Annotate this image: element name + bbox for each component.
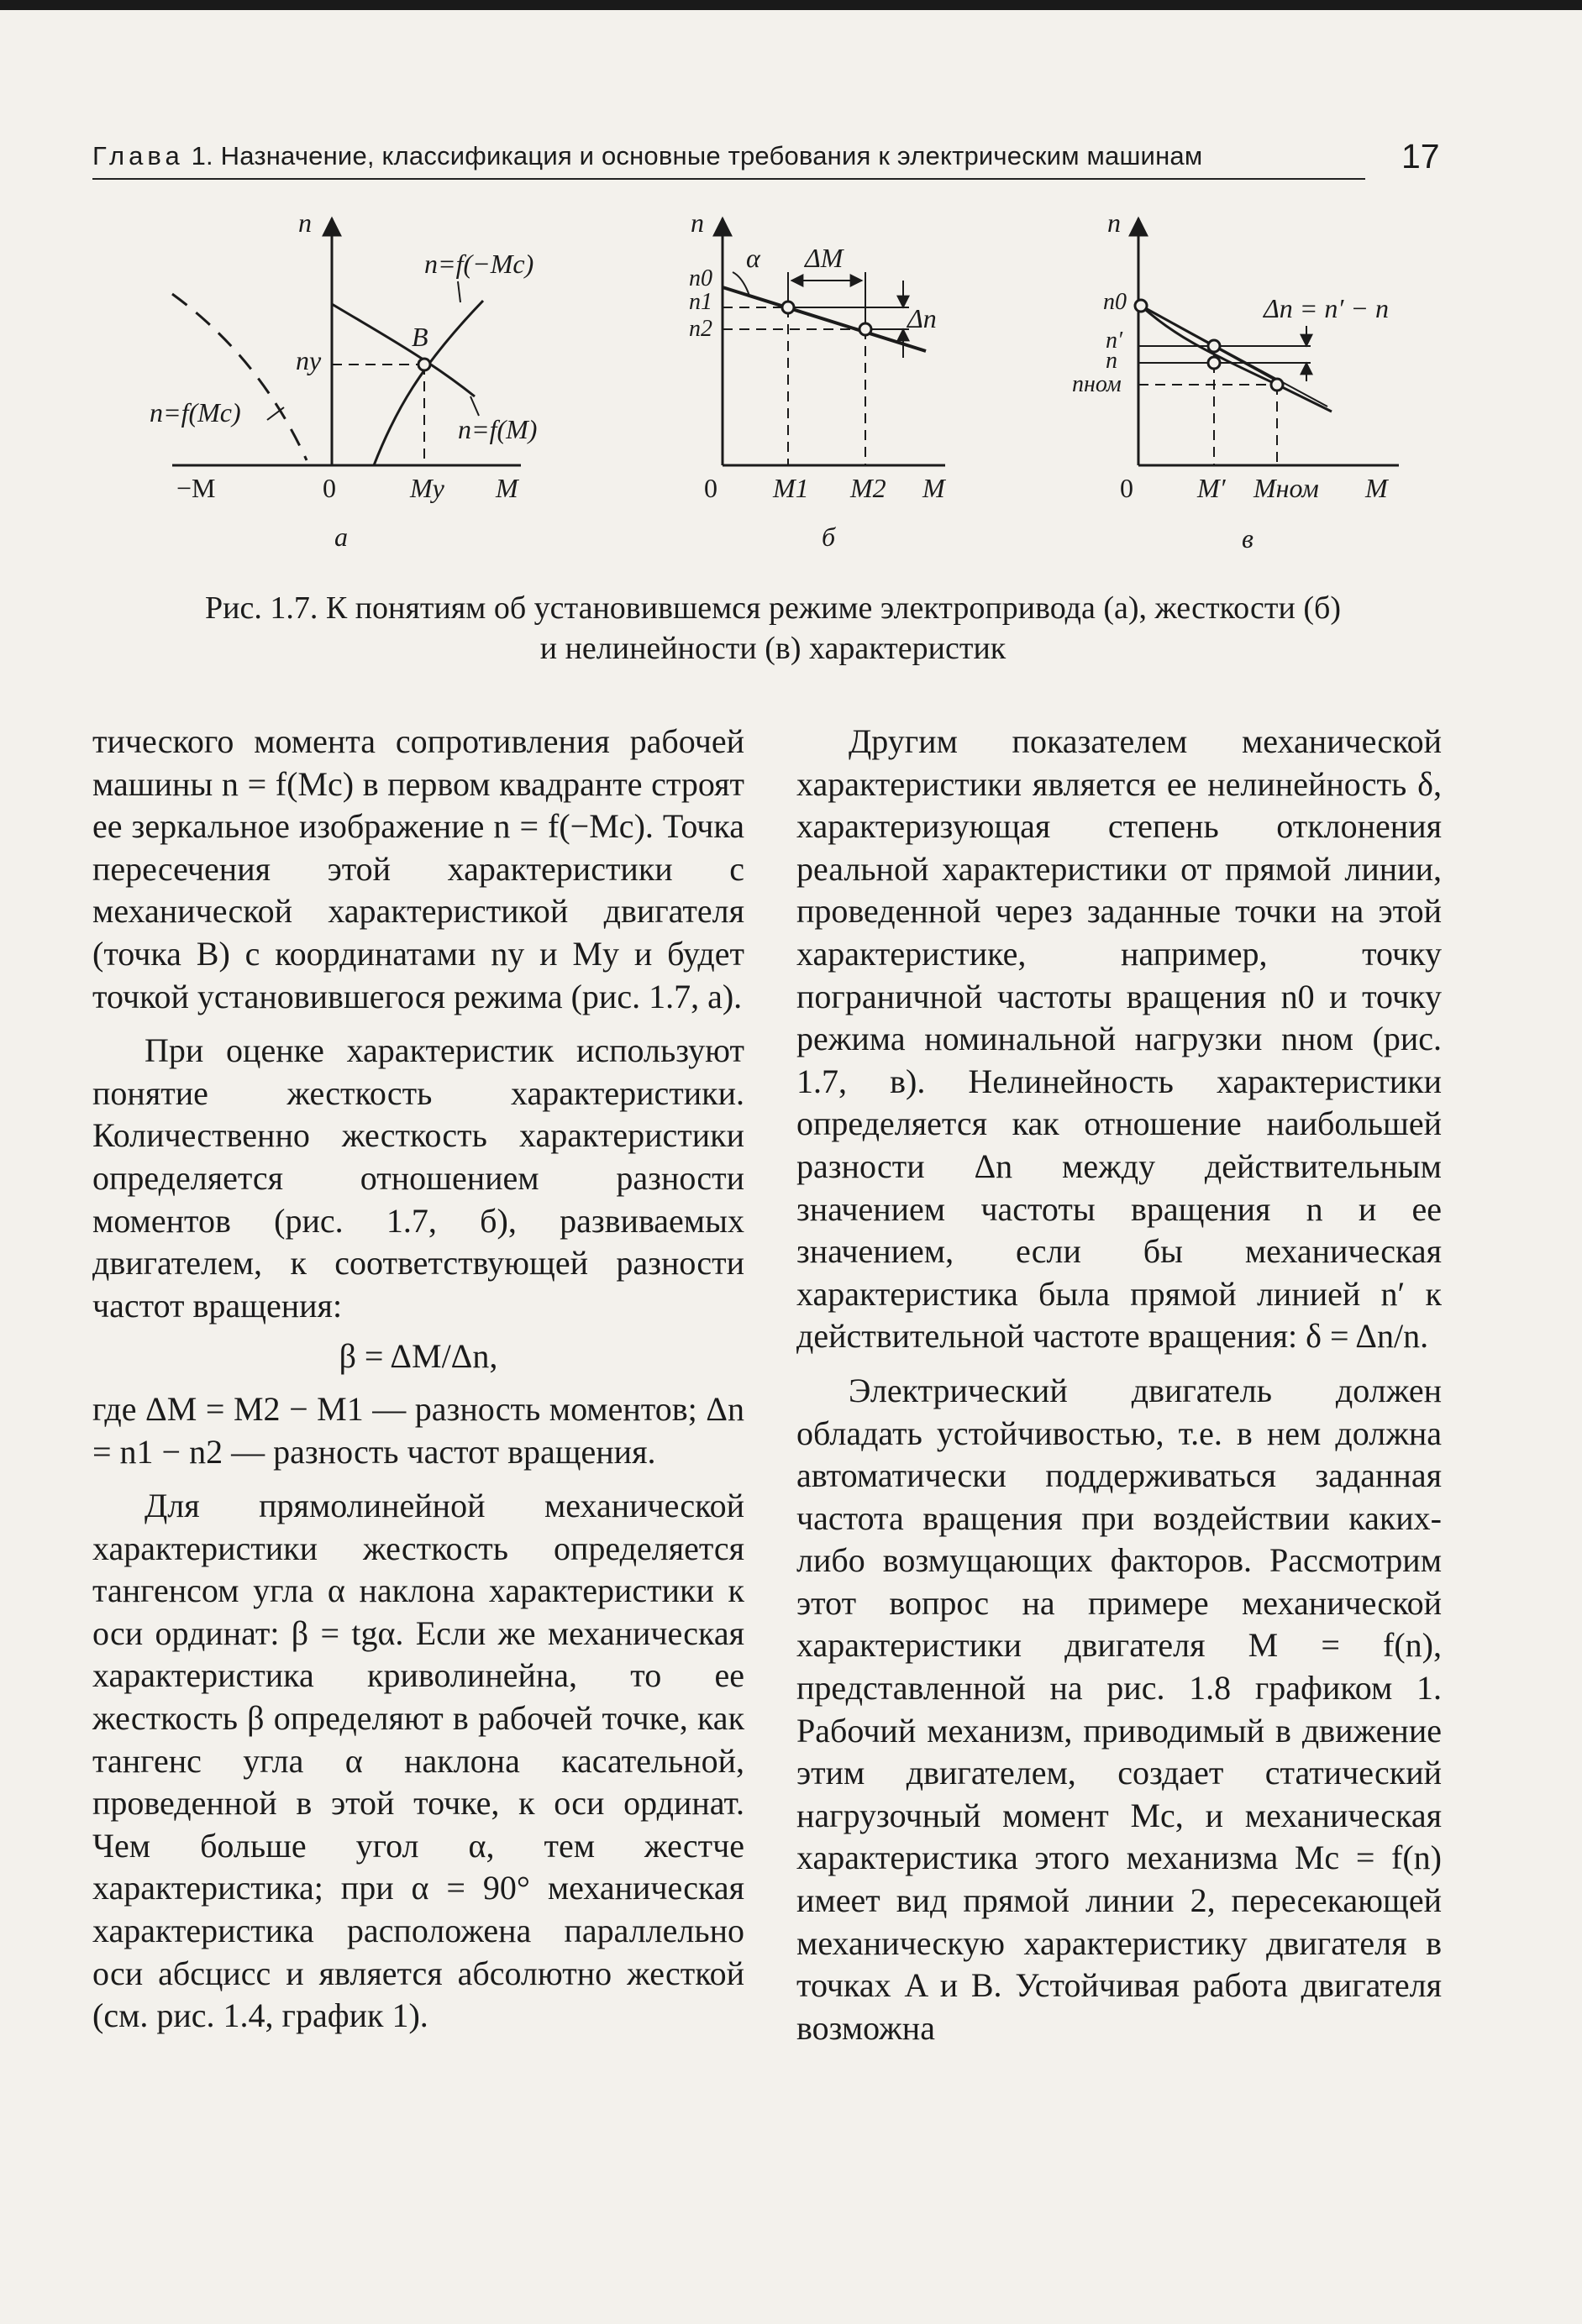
caption-line-2: и нелинейности (в) характеристик (539, 631, 1006, 666)
panel-a-curve-mc (172, 294, 307, 460)
panel-a-label-f-m: n=f(M) (458, 414, 538, 444)
panel-c-delta-formula: Δn = n′ − n (1264, 293, 1389, 323)
panel-c-m-nom: Mном (1254, 473, 1319, 503)
panel-b-letter: б (822, 522, 836, 552)
left-paragraph-4: Для прямолинейной механической характеристики жесткость определяется тангенсом угла α наклона характеристики к оси ординат: β = tgα. Если же механическая характеристика криволинейна, то ее жесткость β определяют в рабочей точке, как тангенс угла α наклона касательной, проведенной в этой точке, к оси ординат. Чем больше угол α, тем жестче характеристика; при α = 90° механическая характеристика расположена параллельно оси абсцисс и является абсолютно жесткой (см. рис. 1.4, график 1). (92, 1487, 744, 2035)
panel-a-curve-motor (332, 304, 475, 396)
panel-a-axis-negm: −M (176, 473, 216, 503)
panel-a-leader-neg-mc (458, 281, 460, 302)
panel-c-letter: в (1242, 523, 1254, 553)
panel-a-letter: а (334, 522, 348, 552)
panel-b-characteristic (723, 287, 926, 351)
panel-b-n0: n0 (689, 265, 712, 291)
panel-b-point-1 (782, 302, 794, 313)
stiffness-formula: β = ΔM/Δn, (339, 1337, 498, 1376)
panel-a-label-ny: nу (296, 345, 322, 375)
caption-line-1: Рис. 1.7. К понятиям об установившемся режиме электропривода (а), жесткости (б) (205, 590, 1341, 626)
panel-a-axis-m: M (496, 473, 518, 503)
left-paragraph-2: При оценке характеристик используют понятие жесткость характеристики. Количественно жесткость характеристики определяется отношением разности моментов (рис. 1.7, б), развиваемых двигателем, к соответствующей разности частот вращения: (92, 1031, 744, 1325)
right-column (796, 721, 1442, 2049)
panel-b-n2: n2 (689, 316, 712, 342)
panel-b-axis-n: n (691, 207, 704, 238)
panel-b-labels (689, 207, 947, 552)
figure-1-7 (0, 202, 1582, 588)
panel-c-m-prime: M′ (1197, 473, 1226, 503)
panel-c-n-prime: n′ (1106, 328, 1123, 354)
panel-c-n0: n0 (1103, 289, 1127, 315)
panel-b-delta-n: Δn (907, 303, 937, 333)
panel-c (1135, 218, 1399, 465)
panel-c-point-n0 (1135, 300, 1147, 312)
panel-b-n1: n1 (689, 289, 712, 315)
panel-a-label-f-negmc: n=f(−Mc) (424, 249, 534, 279)
figure-caption (92, 588, 1453, 669)
scan-top-edge (0, 0, 1582, 10)
left-column (92, 721, 744, 2038)
panel-b-origin: 0 (704, 473, 717, 503)
panel-c-origin: 0 (1120, 473, 1133, 503)
panel-c-n: n (1106, 348, 1117, 374)
panel-c-labels (1072, 207, 1390, 553)
panel-c-axis-n: n (1107, 207, 1121, 238)
chapter-word: Глава (92, 141, 184, 170)
right-paragraph-1: Другим показателем механической характеристики является ее нелинейность δ, характеризующая степень отклонения реальной характеристики от прямой линии, проведенной через заданные точки на этой характеристике, например, точку пограничной частоты вращения n0 и точку режима номинальной нагрузки nном (рис. 1.7, в). Нелинейность характеристики определяется как отношение наибольшей разности Δn между действительным значением частоты вращения n и ее значением, если бы механическая характеристика была прямой линией n′ к действительной частоте вращения: δ = Δn/n. (796, 722, 1442, 1356)
panel-a-label-f-mc: n=f(Mc) (150, 397, 241, 428)
right-paragraph-2: Электрический двигатель должен обладать устойчивостью, т.е. в нем должна автоматически поддерживаться заданная частота вращения при воздействии каких-либо возмущающих факторов. Рассмотрим этот вопрос на примере механической характеристики двигателя M = f(n), представленной на рис. 1.8 графиком 1. Рабочий механизм, приводимый в движение этим двигателем, создает статический нагрузочный момент Mс, и механическая характеристика этого механизма Mс = f(n) имеет вид прямой линии 2, пересекающей механическую характеристику двигателя в точках A и B. Устойчивая работа двигателя возможна (796, 1371, 1442, 2047)
panel-a-leader-motor (470, 396, 479, 416)
panel-a-labels (150, 207, 537, 552)
panel-b-axis-m: M (922, 473, 945, 503)
panel-c-n-nom: nном (1072, 371, 1122, 397)
panel-c-axis-m: M (1365, 473, 1388, 503)
panel-b-point-2 (859, 323, 871, 335)
panel-b-alpha: α (746, 243, 760, 273)
panel-c-point-nom (1271, 379, 1283, 391)
chapter-title: 1. Назначение, классификация и основные требования к электрическим машинам (191, 141, 1203, 170)
running-header (92, 141, 1365, 180)
panel-a-axis-n: n (298, 207, 312, 238)
page-number: 17 (1401, 137, 1440, 176)
panel-a-origin: 0 (323, 473, 336, 503)
panel-a-label-b: B (412, 322, 428, 352)
panel-b-m1: M1 (773, 473, 809, 503)
panel-c-point-n (1208, 357, 1220, 369)
panel-b-delta-m: ΔM (805, 243, 844, 273)
left-paragraph-3: где ΔM = M2 − M1 — разность моментов; Δn = n1 − n2 — разность частот вращения. (92, 1389, 744, 1471)
panel-a-point-b (418, 359, 430, 370)
panel-a-label-my: Mу (410, 473, 444, 503)
panel-c-point-n-prime (1208, 340, 1220, 352)
panel-b-m2: M2 (850, 473, 886, 503)
figure-1-7-drawing (0, 202, 1582, 588)
left-paragraph-1: тического момента сопротивления рабочей машины n = f(Mс) в первом квадранте строят ее зеркальное изображение n = f(−Mс). Точка пересечения этой характеристики с механической характеристикой двигателя (точка B) с координатами nу и Mу и будет точкой установившегося режима (рис. 1.7, а). (92, 722, 744, 1015)
